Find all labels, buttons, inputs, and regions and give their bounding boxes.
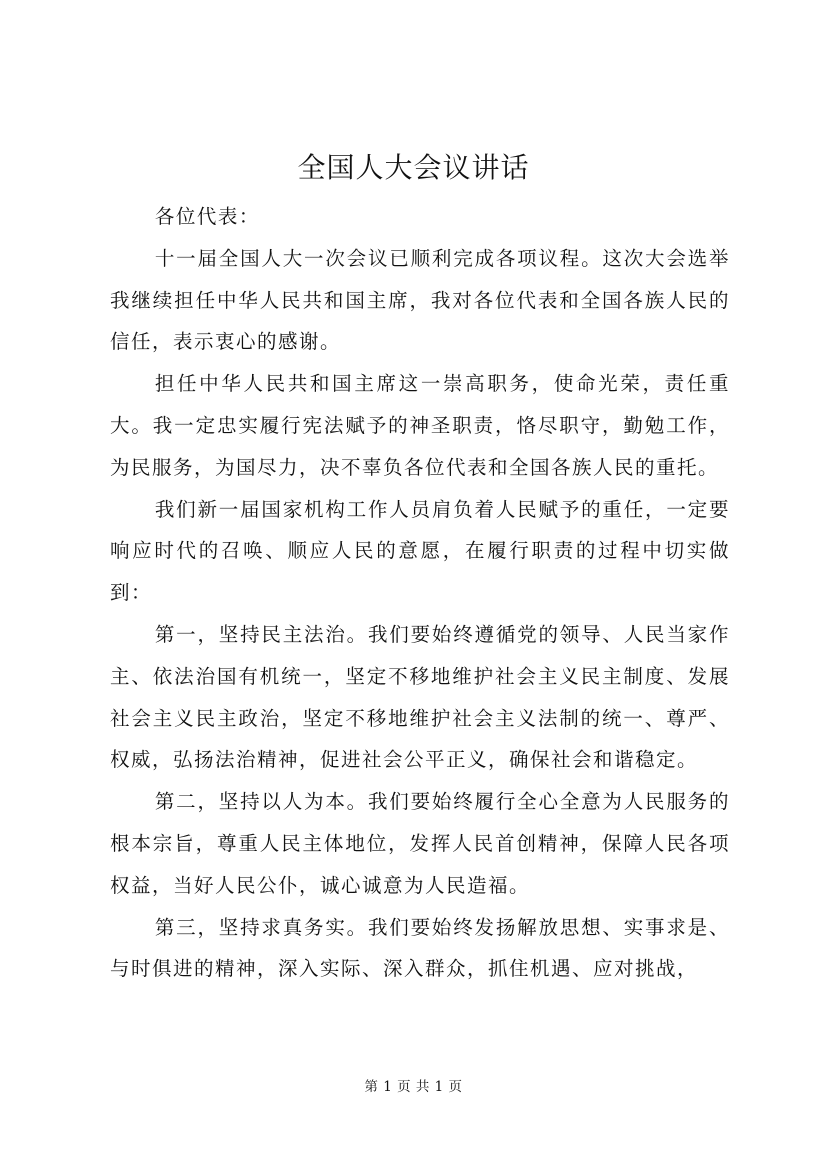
body-paragraph: 第一，坚持民主法治。我们要始终遵循党的领导、人民当家作主、依法治国有机统一，坚定不移地维护社会主义民主制度、发展社会主义民主政治，坚定不移地维护社会主义法制的统一、尊严、权威，弘扬法治精神，促进社会公平正义，确保社会和谐稳定。 — [110, 622, 730, 772]
body-paragraph: 第三，坚持求真务实。我们要始终发扬解放思想、实事求是、与时俱进的精神，深入实际、深入群众，抓住机遇、应对挑战， — [110, 915, 730, 981]
body-paragraph: 担任中华人民共和国主席这一崇高职务，使命光荣，责任重大。我一定忠实履行宪法赋予的神圣职责，恪尽职守，勤勉工作，为民服务，为国尽力，决不辜负各位代表和全国各族人民的重托。 — [110, 372, 730, 479]
salutation-paragraph: 各位代表： — [154, 205, 260, 228]
page-number-footer: 第 1 页 共 1 页 — [364, 1079, 463, 1095]
body-paragraph: 第二，坚持以人为本。我们要始终履行全心全意为人民服务的根本宗旨，尊重人民主体地位，发挥人民首创精神，保障人民各项权益，当好人民公仆，诚心诚意为人民造福。 — [110, 790, 730, 897]
body-paragraph: 我们新一届国家机构工作人员肩负着人民赋予的重任，一定要响应时代的召唤、顺应人民的意愿，在履行职责的过程中切实做到： — [110, 497, 730, 605]
body-paragraph: 十一届全国人大一次会议已顺利完成各项议程。这次大会选举我继续担任中华人民共和国主席，我对各位代表和全国各族人民的信任，表示衷心的感谢。 — [110, 246, 730, 354]
document-title: 全国人大会议讲话 — [297, 151, 530, 184]
document-body — [110, 196, 730, 990]
